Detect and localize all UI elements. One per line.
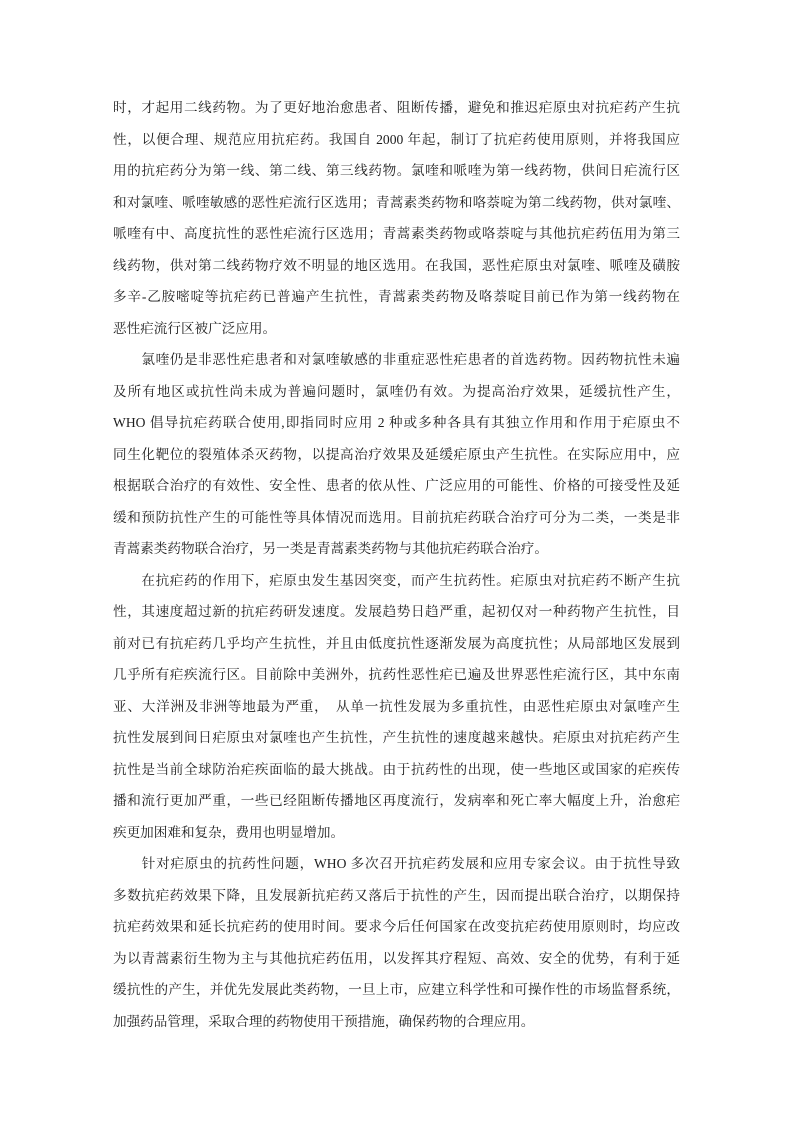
text-line: 及所有地区或抗性尚未成为普遍问题时，氯喹仍有效。为提高治疗效果，延缓抗性产生， <box>113 383 680 399</box>
text-line: 针对疟原虫的抗药性问题，WHO 多次召开抗疟药发展和应用专家会议。由于抗性导致 <box>113 856 680 871</box>
text-line: 几乎所有疟疾流行区。目前除中美洲外，抗药性恶性疟已遍及世界恶性疟流行区，其中东南 <box>113 667 680 682</box>
text-line: 时，才起用二线药物。为了更好地治愈患者、阻断传播，避免和推迟疟原虫对抗疟药产生抗 <box>113 100 680 115</box>
text-line: 加强药品管理，采取合理的药物使用干预措施，确保药物的合理应用。 <box>113 1013 535 1029</box>
paragraph <box>113 92 680 344</box>
text-line: 青蒿素类药物联合治疗，另一类是青蒿素类药物与其他抗疟药联合治疗。 <box>113 541 548 556</box>
body-text <box>113 92 680 1037</box>
text-line: 线药物，供对第二线药物疗效不明显的地区选用。在我国，恶性疟原虫对氯喹、哌喹及磺胺 <box>113 257 680 273</box>
text-line: 亚、大洋洲及非洲等地最为严重， 从单一抗性发展为多重抗性，由恶性疟原虫对氯喹产生 <box>113 698 680 714</box>
text-line: 用的抗疟药分为第一线、第二线、第三线药物。氯喹和哌喹为第一线药物，供间日疟流行区 <box>113 163 680 178</box>
text-line: 在抗疟药的作用下，疟原虫发生基因突变，而产生抗药性。疟原虫对抗疟药不断产生抗 <box>113 572 680 588</box>
paragraph <box>113 848 680 1037</box>
text-line: 缓抗性的产生，并优先发展此类药物，一旦上市，应建立科学性和可操作性的市场监督系统， <box>113 982 680 997</box>
text-line: 性，以便合理、规范应用抗疟药。我国自 2000 年起，制订了抗疟药使用原则，并将我国应 <box>113 131 680 147</box>
paragraph <box>113 344 680 565</box>
text-line: 抗疟药效果和延长抗疟药的使用时间。要求今后任何国家在改变抗疟药使用原则时，均应改 <box>113 919 680 934</box>
text-line: 播和流行更加严重，一些已经阻断传播地区再度流行，发病率和死亡率大幅度上升，治愈疟 <box>113 793 680 808</box>
text-line: 抗性是当前全球防治疟疾面临的最大挑战。由于抗药性的出现，使一些地区或国家的疟疾传 <box>113 761 680 777</box>
text-line: 根据联合治疗的有效性、安全性、患者的依从性、广泛应用的可能性、价格的可接受性及延 <box>113 478 680 493</box>
text-line: 哌喹有中、高度抗性的恶性疟流行区选用；青蒿素类药物或咯萘啶与其他抗疟药伍用为第三 <box>113 226 680 241</box>
text-line: 前对已有抗疟药几乎均产生抗性，并且由低度抗性逐渐发展为高度抗性；从局部地区发展到 <box>113 635 680 651</box>
text-line: 抗性发展到间日疟原虫对氯喹也产生抗性，产生抗性的速度越来越快。疟原虫对抗疟药产生 <box>113 730 680 745</box>
text-line: 疾更加困难和复杂，费用也明显增加。 <box>113 824 345 840</box>
text-line: 多辛-乙胺嘧啶等抗疟药已普遍产生抗性，青蒿素类药物及咯萘啶目前已作为第一线药物在 <box>113 289 680 304</box>
paragraph <box>113 565 680 849</box>
text-line: 氯喹仍是非恶性疟患者和对氯喹敏感的非重症恶性疟患者的首选药物。因药物抗性未遍 <box>113 352 680 367</box>
text-line: 多数抗疟药效果下降，且发展新抗疟药又落后于抗性的产生，因而提出联合治疗，以期保持 <box>113 887 680 903</box>
text-line: 和对氯喹、哌喹敏感的恶性疟流行区选用；青蒿素类药物和咯萘啶为第二线药物，供对氯喹、 <box>113 194 680 210</box>
text-line: WHO 倡导抗疟药联合使用,即指同时应用 2 种或多种各具有其独立作用和作用于疟原虫不 <box>113 415 680 430</box>
text-line: 缓和预防抗性产生的可能性等具体情况而选用。目前抗疟药联合治疗可分为二类，一类是非 <box>113 509 680 525</box>
text-line: 性，其速度超过新的抗疟药研发速度。发展趋势日趋严重，起初仅对一种药物产生抗性，目 <box>113 604 680 619</box>
text-line: 同生化靶位的裂殖体杀灭药物，以提高治疗效果及延缓疟原虫产生抗性。在实际应用中，应 <box>113 446 680 462</box>
text-line: 为以青蒿素衍生物为主与其他抗疟药伍用，以发挥其疗程短、高效、安全的优势，有利于延 <box>113 950 680 966</box>
text-line: 恶性疟流行区被广泛应用。 <box>113 320 277 336</box>
